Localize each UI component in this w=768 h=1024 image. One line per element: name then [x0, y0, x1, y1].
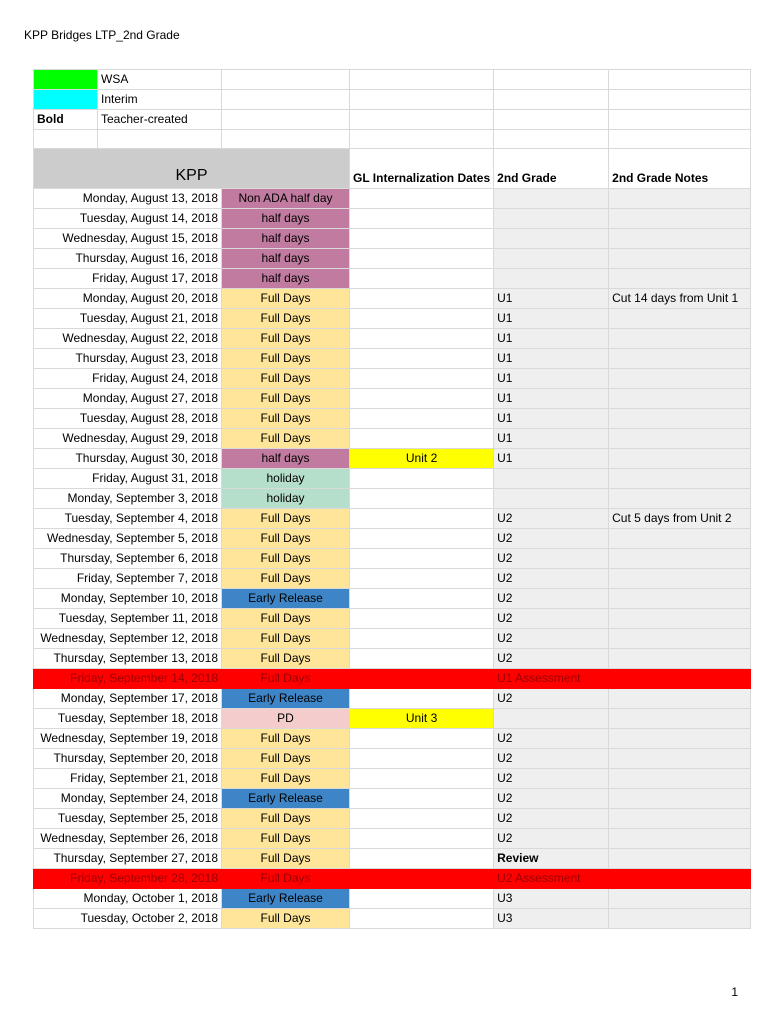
calendar-row: [34, 429, 751, 449]
grade-cell: U2: [494, 529, 609, 549]
date-cell: Monday, August 20, 2018: [34, 289, 222, 309]
gl-internalization-cell: [350, 549, 494, 569]
notes-cell: [609, 309, 751, 329]
gl-internalization-cell: [350, 749, 494, 769]
notes-cell: [609, 229, 751, 249]
date-cell: Friday, September 7, 2018: [34, 569, 222, 589]
gl-internalization-cell: [350, 469, 494, 489]
grade-cell: U1: [494, 429, 609, 449]
gl-internalization-cell: [350, 729, 494, 749]
notes-cell: [609, 209, 751, 229]
calendar-row: [34, 309, 751, 329]
calendar-row: [34, 609, 751, 629]
calendar-row: [34, 349, 751, 369]
notes-cell: [609, 449, 751, 469]
status-cell: PD: [222, 709, 350, 729]
status-cell: Full Days: [222, 909, 350, 929]
date-cell: Wednesday, August 15, 2018: [34, 229, 222, 249]
calendar-row: [34, 489, 751, 509]
grade-cell: U3: [494, 909, 609, 929]
notes-cell: Cut 14 days from Unit 1: [609, 289, 751, 309]
grade-cell: [494, 189, 609, 209]
grade-cell: U3: [494, 889, 609, 909]
date-cell: Monday, September 24, 2018: [34, 789, 222, 809]
date-cell: Tuesday, September 11, 2018: [34, 609, 222, 629]
grade-cell: Review: [494, 849, 609, 869]
date-cell: Wednesday, September 19, 2018: [34, 729, 222, 749]
legend-swatch-wsa: [34, 70, 98, 90]
gl-internalization-cell: [350, 829, 494, 849]
gl-internalization-cell: [350, 389, 494, 409]
notes-cell: [609, 629, 751, 649]
legend-label-bold: Teacher-created: [98, 110, 222, 130]
date-cell: Wednesday, August 29, 2018: [34, 429, 222, 449]
grade-cell: U1: [494, 289, 609, 309]
date-cell: Tuesday, September 4, 2018: [34, 509, 222, 529]
blank-row: [34, 130, 751, 149]
notes-cell: [609, 549, 751, 569]
date-cell: Tuesday, September 25, 2018: [34, 809, 222, 829]
grade-cell: U2: [494, 629, 609, 649]
grade-cell: U2 Assessment: [494, 869, 609, 889]
notes-cell: [609, 669, 751, 689]
gl-internalization-cell: [350, 189, 494, 209]
document-title: KPP Bridges LTP_2nd Grade: [24, 28, 180, 42]
gl-internalization-cell: [350, 509, 494, 529]
gl-internalization-cell: [350, 529, 494, 549]
date-cell: Friday, September 14, 2018: [34, 669, 222, 689]
calendar-table: [33, 69, 751, 929]
date-cell: Monday, September 17, 2018: [34, 689, 222, 709]
status-cell: Full Days: [222, 549, 350, 569]
date-cell: Friday, August 31, 2018: [34, 469, 222, 489]
notes-cell: [609, 529, 751, 549]
status-cell: Full Days: [222, 409, 350, 429]
grade-cell: U2: [494, 729, 609, 749]
grade-cell: U1: [494, 409, 609, 429]
calendar-row: [34, 229, 751, 249]
gl-internalization-cell: [350, 229, 494, 249]
calendar-row: [34, 789, 751, 809]
grade-cell: U1: [494, 449, 609, 469]
status-cell: Full Days: [222, 569, 350, 589]
status-cell: Early Release: [222, 589, 350, 609]
grade-cell: [494, 269, 609, 289]
header-gl-internalization: GL Internalization Dates: [350, 149, 494, 189]
status-cell: Full Days: [222, 629, 350, 649]
date-cell: Tuesday, August 21, 2018: [34, 309, 222, 329]
date-cell: Wednesday, September 12, 2018: [34, 629, 222, 649]
notes-cell: [609, 689, 751, 709]
status-cell: Full Days: [222, 829, 350, 849]
gl-internalization-cell: [350, 689, 494, 709]
grade-cell: U1: [494, 329, 609, 349]
status-cell: Full Days: [222, 809, 350, 829]
grade-cell: U2: [494, 509, 609, 529]
calendar-row: [34, 509, 751, 529]
date-cell: Friday, September 28, 2018: [34, 869, 222, 889]
date-cell: Thursday, August 30, 2018: [34, 449, 222, 469]
calendar-row: [34, 289, 751, 309]
status-cell: Full Days: [222, 509, 350, 529]
grade-cell: U2: [494, 569, 609, 589]
status-cell: Non ADA half day: [222, 189, 350, 209]
date-cell: Thursday, September 6, 2018: [34, 549, 222, 569]
gl-internalization-cell: [350, 849, 494, 869]
calendar-row: [34, 269, 751, 289]
notes-cell: [609, 829, 751, 849]
date-cell: Monday, September 10, 2018: [34, 589, 222, 609]
notes-cell: [609, 429, 751, 449]
calendar-row: [34, 549, 751, 569]
grade-cell: U1: [494, 369, 609, 389]
date-cell: Monday, September 3, 2018: [34, 489, 222, 509]
status-cell: Full Days: [222, 729, 350, 749]
grade-cell: U1: [494, 309, 609, 329]
calendar-row: [34, 709, 751, 729]
gl-internalization-cell: [350, 869, 494, 889]
calendar-row: [34, 669, 751, 689]
gl-internalization-cell: [350, 809, 494, 829]
grade-cell: U2: [494, 829, 609, 849]
grade-cell: U1: [494, 349, 609, 369]
notes-cell: Cut 5 days from Unit 2: [609, 509, 751, 529]
grade-cell: U1: [494, 389, 609, 409]
grade-cell: U2: [494, 689, 609, 709]
notes-cell: [609, 649, 751, 669]
date-cell: Wednesday, August 22, 2018: [34, 329, 222, 349]
gl-internalization-cell: [350, 409, 494, 429]
status-cell: half days: [222, 269, 350, 289]
status-cell: Full Days: [222, 429, 350, 449]
header-kpp: KPP: [34, 149, 350, 189]
notes-cell: [609, 369, 751, 389]
notes-cell: [609, 909, 751, 929]
grade-cell: U2: [494, 609, 609, 629]
calendar-row: [34, 329, 751, 349]
status-cell: Full Days: [222, 849, 350, 869]
grade-cell: U2: [494, 549, 609, 569]
notes-cell: [609, 709, 751, 729]
notes-cell: [609, 889, 751, 909]
calendar-row: [34, 749, 751, 769]
calendar-row: [34, 569, 751, 589]
notes-cell: [609, 569, 751, 589]
calendar-row: [34, 869, 751, 889]
status-cell: Full Days: [222, 749, 350, 769]
status-cell: Full Days: [222, 369, 350, 389]
gl-internalization-cell: [350, 309, 494, 329]
gl-internalization-cell: [350, 669, 494, 689]
legend-row-interim: [34, 90, 751, 110]
legend-row-bold: [34, 110, 751, 130]
status-cell: Full Days: [222, 669, 350, 689]
grade-cell: U2: [494, 769, 609, 789]
date-cell: Wednesday, September 5, 2018: [34, 529, 222, 549]
grade-cell: [494, 709, 609, 729]
gl-internalization-cell: [350, 769, 494, 789]
status-cell: half days: [222, 249, 350, 269]
notes-cell: [609, 769, 751, 789]
status-cell: holiday: [222, 489, 350, 509]
legend-label-interim: Interim: [98, 90, 222, 110]
status-cell: Full Days: [222, 289, 350, 309]
status-cell: Full Days: [222, 349, 350, 369]
grade-cell: [494, 469, 609, 489]
calendar-row: [34, 829, 751, 849]
gl-internalization-cell: [350, 329, 494, 349]
legend-key-bold: Bold: [34, 110, 98, 130]
gl-internalization-cell: [350, 649, 494, 669]
calendar-row: [34, 389, 751, 409]
gl-internalization-cell: [350, 789, 494, 809]
calendar-row: [34, 469, 751, 489]
calendar-row: [34, 409, 751, 429]
notes-cell: [609, 869, 751, 889]
status-cell: Full Days: [222, 869, 350, 889]
legend-row-wsa: [34, 70, 751, 90]
gl-internalization-cell: [350, 209, 494, 229]
notes-cell: [609, 469, 751, 489]
status-cell: Full Days: [222, 389, 350, 409]
calendar-row: [34, 689, 751, 709]
gl-internalization-cell: [350, 489, 494, 509]
calendar-row: [34, 369, 751, 389]
date-cell: Tuesday, September 18, 2018: [34, 709, 222, 729]
date-cell: Friday, September 21, 2018: [34, 769, 222, 789]
gl-internalization-cell: [350, 429, 494, 449]
gl-internalization-cell: [350, 629, 494, 649]
date-cell: Tuesday, August 14, 2018: [34, 209, 222, 229]
date-cell: Monday, August 27, 2018: [34, 389, 222, 409]
date-cell: Monday, August 13, 2018: [34, 189, 222, 209]
grade-cell: U2: [494, 649, 609, 669]
status-cell: Full Days: [222, 769, 350, 789]
date-cell: Tuesday, August 28, 2018: [34, 409, 222, 429]
status-cell: Full Days: [222, 529, 350, 549]
calendar-row: [34, 909, 751, 929]
date-cell: Tuesday, October 2, 2018: [34, 909, 222, 929]
gl-internalization-cell: [350, 569, 494, 589]
notes-cell: [609, 809, 751, 829]
grade-cell: U2: [494, 589, 609, 609]
calendar-row: [34, 449, 751, 469]
date-cell: Thursday, September 13, 2018: [34, 649, 222, 669]
grade-cell: U2: [494, 809, 609, 829]
status-cell: Full Days: [222, 329, 350, 349]
notes-cell: [609, 849, 751, 869]
calendar-row: [34, 589, 751, 609]
date-cell: Monday, October 1, 2018: [34, 889, 222, 909]
date-cell: Thursday, August 23, 2018: [34, 349, 222, 369]
date-cell: Thursday, September 20, 2018: [34, 749, 222, 769]
header-2nd-grade: 2nd Grade: [494, 149, 609, 189]
calendar-row: [34, 769, 751, 789]
calendar-row: [34, 529, 751, 549]
notes-cell: [609, 269, 751, 289]
grade-cell: [494, 249, 609, 269]
notes-cell: [609, 249, 751, 269]
gl-internalization-cell: [350, 249, 494, 269]
status-cell: Early Release: [222, 889, 350, 909]
notes-cell: [609, 789, 751, 809]
calendar-row: [34, 729, 751, 749]
status-cell: half days: [222, 209, 350, 229]
status-cell: half days: [222, 449, 350, 469]
legend-label-wsa: WSA: [98, 70, 222, 90]
notes-cell: [609, 189, 751, 209]
calendar-row: [34, 809, 751, 829]
gl-internalization-cell: Unit 2: [350, 449, 494, 469]
status-cell: Full Days: [222, 649, 350, 669]
header-2nd-grade-notes: 2nd Grade Notes: [609, 149, 751, 189]
gl-internalization-cell: [350, 269, 494, 289]
calendar-row: [34, 849, 751, 869]
grade-cell: U2: [494, 789, 609, 809]
grade-cell: U1 Assessment: [494, 669, 609, 689]
calendar-row: [34, 629, 751, 649]
date-cell: Friday, August 17, 2018: [34, 269, 222, 289]
date-cell: Friday, August 24, 2018: [34, 369, 222, 389]
gl-internalization-cell: [350, 909, 494, 929]
grade-cell: [494, 209, 609, 229]
status-cell: Early Release: [222, 789, 350, 809]
calendar-row: [34, 189, 751, 209]
notes-cell: [609, 389, 751, 409]
gl-internalization-cell: [350, 369, 494, 389]
gl-internalization-cell: [350, 609, 494, 629]
calendar-row: [34, 649, 751, 669]
calendar-row: [34, 209, 751, 229]
notes-cell: [609, 409, 751, 429]
header-row: [34, 149, 751, 189]
legend-swatch-interim: [34, 90, 98, 110]
calendar-body: [34, 70, 751, 929]
notes-cell: [609, 589, 751, 609]
notes-cell: [609, 349, 751, 369]
calendar-row: [34, 249, 751, 269]
date-cell: Wednesday, September 26, 2018: [34, 829, 222, 849]
date-cell: Thursday, August 16, 2018: [34, 249, 222, 269]
page-number: 1: [731, 985, 738, 999]
grade-cell: [494, 229, 609, 249]
gl-internalization-cell: [350, 289, 494, 309]
notes-cell: [609, 749, 751, 769]
notes-cell: [609, 729, 751, 749]
grade-cell: [494, 489, 609, 509]
status-cell: holiday: [222, 469, 350, 489]
gl-internalization-cell: [350, 589, 494, 609]
status-cell: half days: [222, 229, 350, 249]
notes-cell: [609, 329, 751, 349]
grade-cell: U2: [494, 749, 609, 769]
date-cell: Thursday, September 27, 2018: [34, 849, 222, 869]
status-cell: Full Days: [222, 309, 350, 329]
status-cell: Full Days: [222, 609, 350, 629]
gl-internalization-cell: [350, 889, 494, 909]
notes-cell: [609, 489, 751, 509]
gl-internalization-cell: Unit 3: [350, 709, 494, 729]
status-cell: Early Release: [222, 689, 350, 709]
notes-cell: [609, 609, 751, 629]
gl-internalization-cell: [350, 349, 494, 369]
calendar-row: [34, 889, 751, 909]
